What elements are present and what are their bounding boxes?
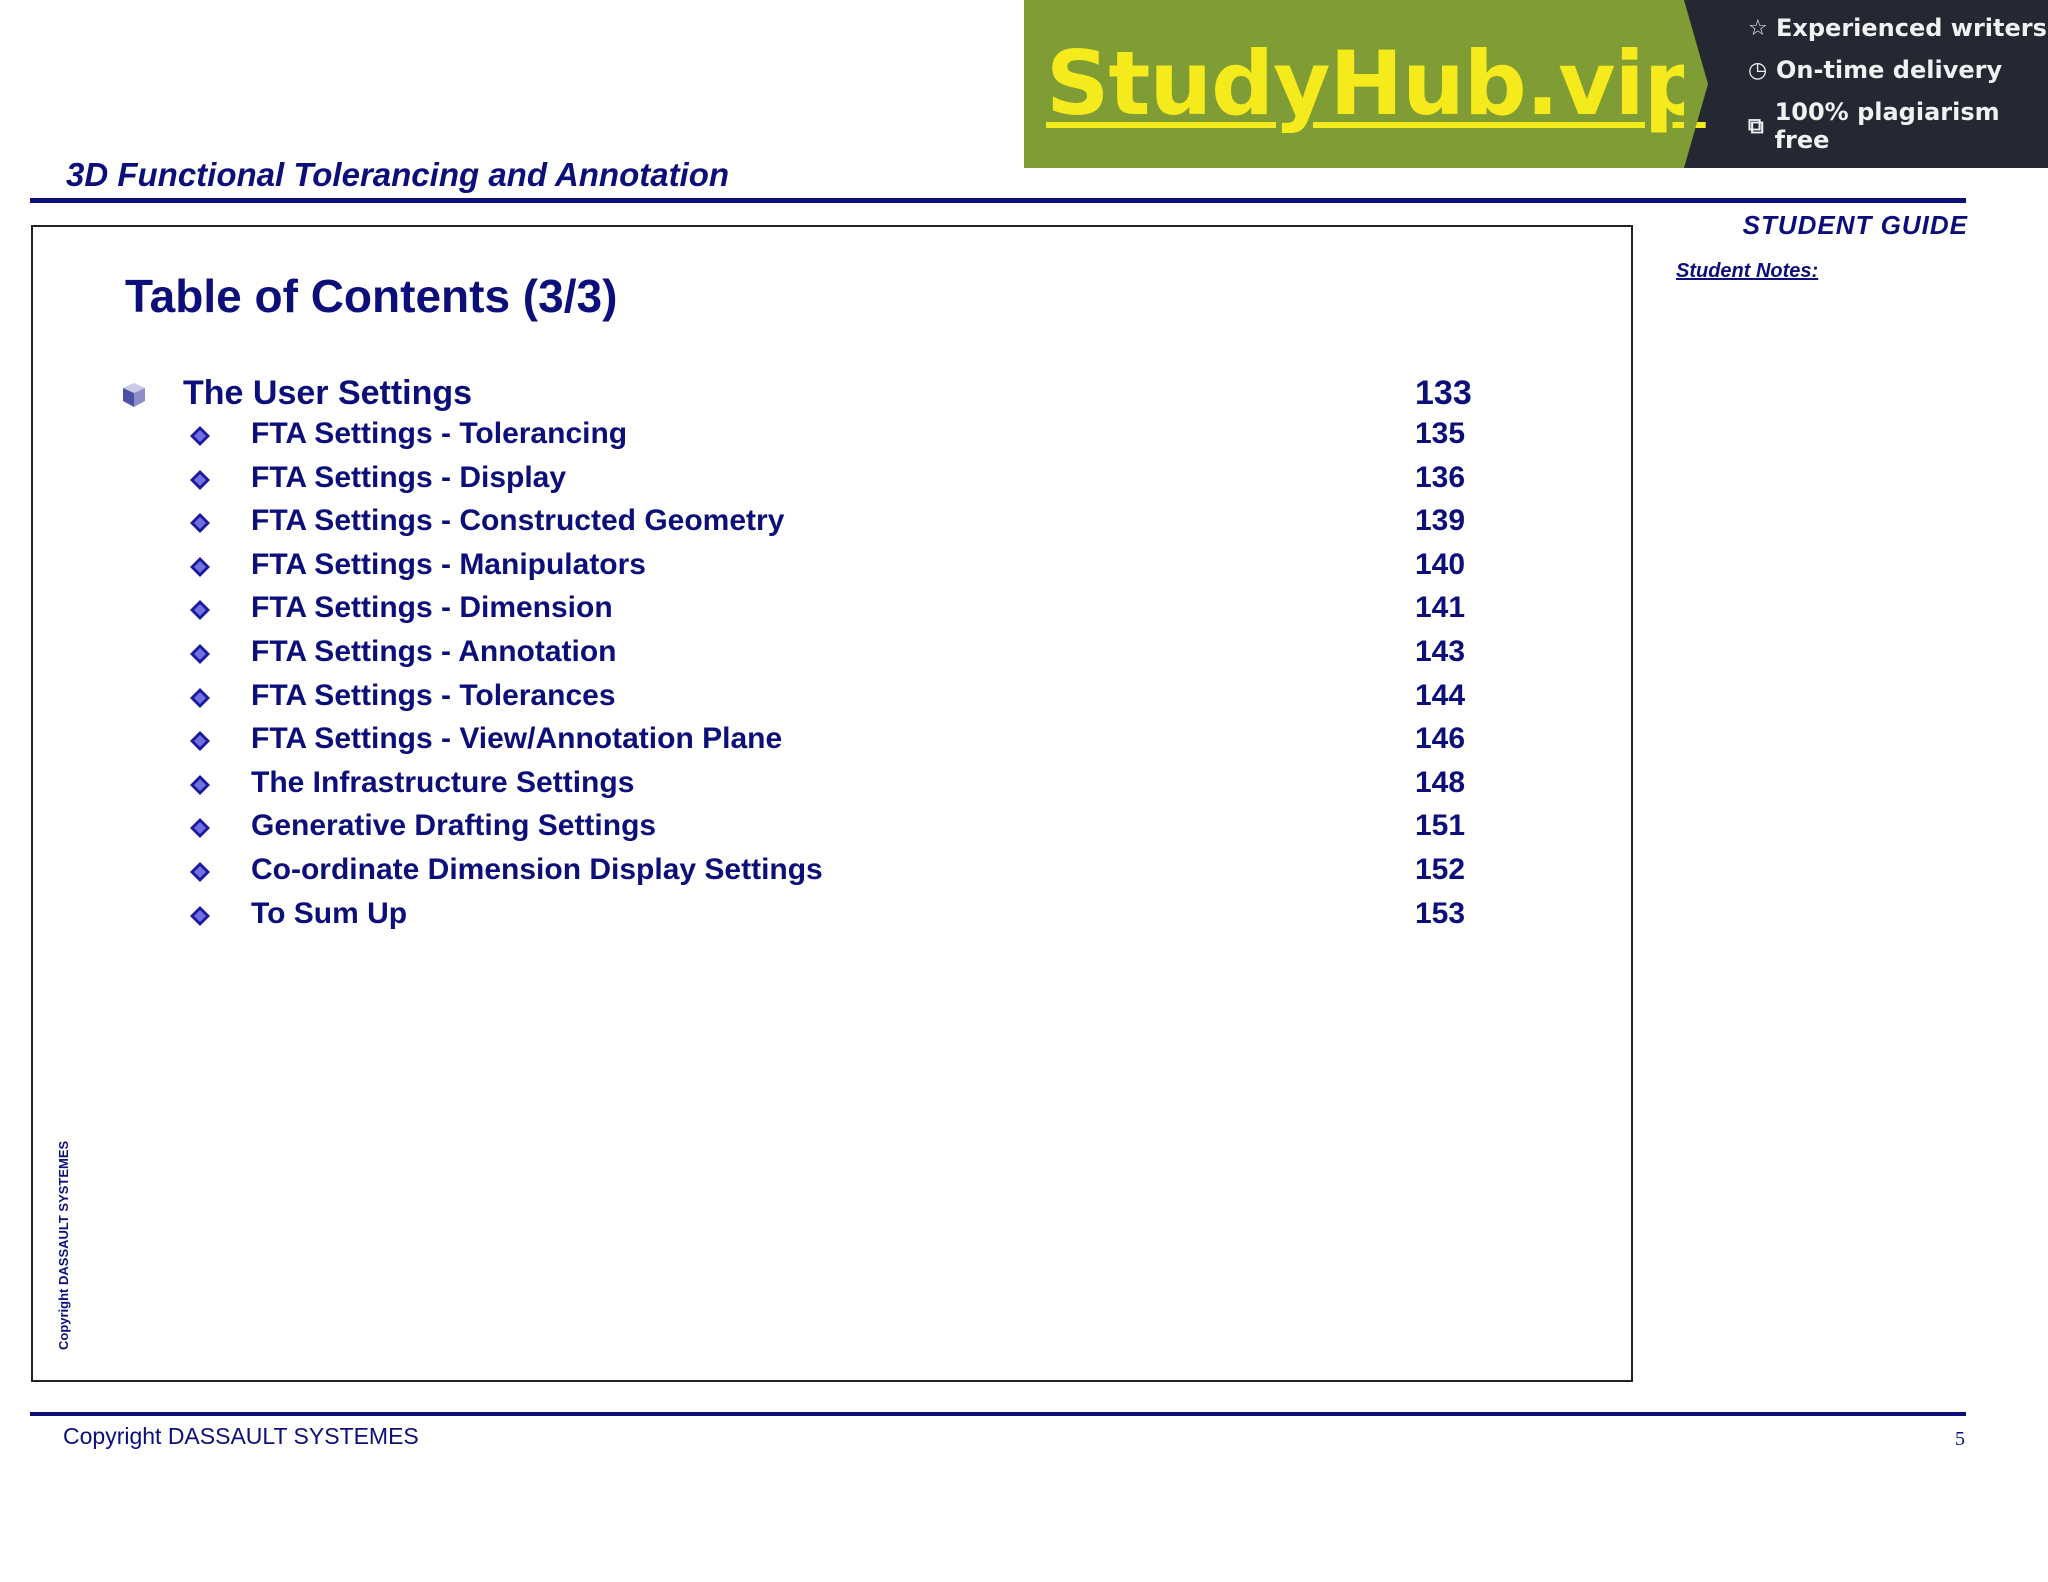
banner-feature-label: Experienced writers <box>1776 14 2047 42</box>
footer-copyright: Copyright DASSAULT SYSTEMES <box>63 1423 419 1449</box>
toc-item[interactable] <box>189 504 1489 548</box>
student-notes-label: Student Notes: <box>1676 260 1819 282</box>
toc-item[interactable] <box>189 809 1489 853</box>
toc-item[interactable] <box>189 722 1489 766</box>
toc-item-label: FTA Settings - Dimension <box>251 591 613 625</box>
toc-section[interactable] <box>121 374 1501 418</box>
toc-list <box>189 417 1489 940</box>
toc-item[interactable] <box>189 548 1489 592</box>
toc-item-page: 153 <box>1415 896 1466 930</box>
ad-banner-logo-panel <box>1024 0 1706 168</box>
vertical-copyright: Copyright DASSAULT SYSTEMES <box>56 1140 71 1350</box>
toc-item-page: 151 <box>1415 809 1466 843</box>
toc-item[interactable] <box>189 766 1489 810</box>
diamond-bullet-icon <box>189 687 211 709</box>
clock-icon: ◷ <box>1748 57 1768 83</box>
star-icon: ☆ <box>1748 15 1768 41</box>
toc-item-label: FTA Settings - Tolerances <box>251 678 616 712</box>
header-divider <box>30 198 1966 203</box>
toc-item[interactable] <box>189 417 1489 461</box>
diamond-bullet-icon <box>189 512 211 534</box>
banner-feature-label: 100% plagiarism free <box>1774 98 2000 154</box>
diamond-bullet-icon <box>189 599 211 621</box>
diamond-bullet-icon <box>189 905 211 927</box>
banner-feature <box>1748 56 2048 84</box>
toc-item-label: FTA Settings - Tolerancing <box>251 417 628 450</box>
toc-item[interactable] <box>189 461 1489 505</box>
toc-item-page: 152 <box>1415 852 1466 886</box>
toc-item-page: 135 <box>1415 417 1466 450</box>
diamond-bullet-icon <box>189 469 211 491</box>
toc-item-page: 148 <box>1415 765 1466 799</box>
toc-item-label: FTA Settings - Manipulators <box>251 547 646 581</box>
copy-icon: ⧉ <box>1748 113 1764 139</box>
diamond-bullet-icon <box>189 861 211 883</box>
diamond-bullet-icon <box>189 556 211 578</box>
banner-feature-label: On-time delivery <box>1776 56 2003 84</box>
toc-item-label: Generative Drafting Settings <box>251 809 657 843</box>
toc-item-label: FTA Settings - Display <box>251 460 567 494</box>
banner-feature <box>1748 14 2048 42</box>
toc-item[interactable] <box>189 635 1489 679</box>
toc-item-page: 136 <box>1415 460 1466 494</box>
toc-section-page: 133 <box>1415 374 1472 412</box>
toc-item-label: The Infrastructure Settings <box>251 765 635 799</box>
toc-item-page: 144 <box>1415 678 1466 712</box>
diamond-bullet-icon <box>189 425 211 447</box>
toc-section-label: The User Settings <box>183 374 473 412</box>
studyhub-logo[interactable]: StudyHub.vip <box>1046 32 1706 135</box>
page-number: 5 <box>1955 1428 1965 1450</box>
toc-item[interactable] <box>189 897 1489 941</box>
toc-item[interactable] <box>189 679 1489 723</box>
diamond-bullet-icon <box>189 817 211 839</box>
diamond-bullet-icon <box>189 730 211 752</box>
student-guide-label: STUDENT GUIDE <box>1742 210 1968 240</box>
cube-bullet-icon <box>121 382 147 408</box>
document-title: 3D Functional Tolerancing and Annotation <box>66 156 730 193</box>
toc-item-page: 139 <box>1415 504 1466 538</box>
toc-item-page: 140 <box>1415 547 1466 581</box>
ad-banner[interactable] <box>1024 0 2048 168</box>
toc-item[interactable] <box>189 853 1489 897</box>
diamond-bullet-icon <box>189 774 211 796</box>
toc-item-label: FTA Settings - Annotation <box>251 634 617 668</box>
toc-title: Table of Contents (3/3) <box>125 270 618 322</box>
toc-item-page: 143 <box>1415 634 1466 668</box>
toc-item-page: 141 <box>1415 591 1466 625</box>
toc-item-page: 146 <box>1415 722 1466 756</box>
slide-content-box <box>31 225 1633 1382</box>
ad-banner-features <box>1684 0 2048 168</box>
toc-item[interactable] <box>189 591 1489 635</box>
toc-item-label: FTA Settings - Constructed Geometry <box>251 504 785 538</box>
toc-item-label: To Sum Up <box>251 896 408 930</box>
diamond-bullet-icon <box>189 643 211 665</box>
toc-item-label: Co-ordinate Dimension Display Settings <box>251 852 823 886</box>
banner-feature <box>1748 98 2048 154</box>
footer-divider <box>30 1412 1966 1416</box>
toc-item-label: FTA Settings - View/Annotation Plane <box>251 722 783 756</box>
